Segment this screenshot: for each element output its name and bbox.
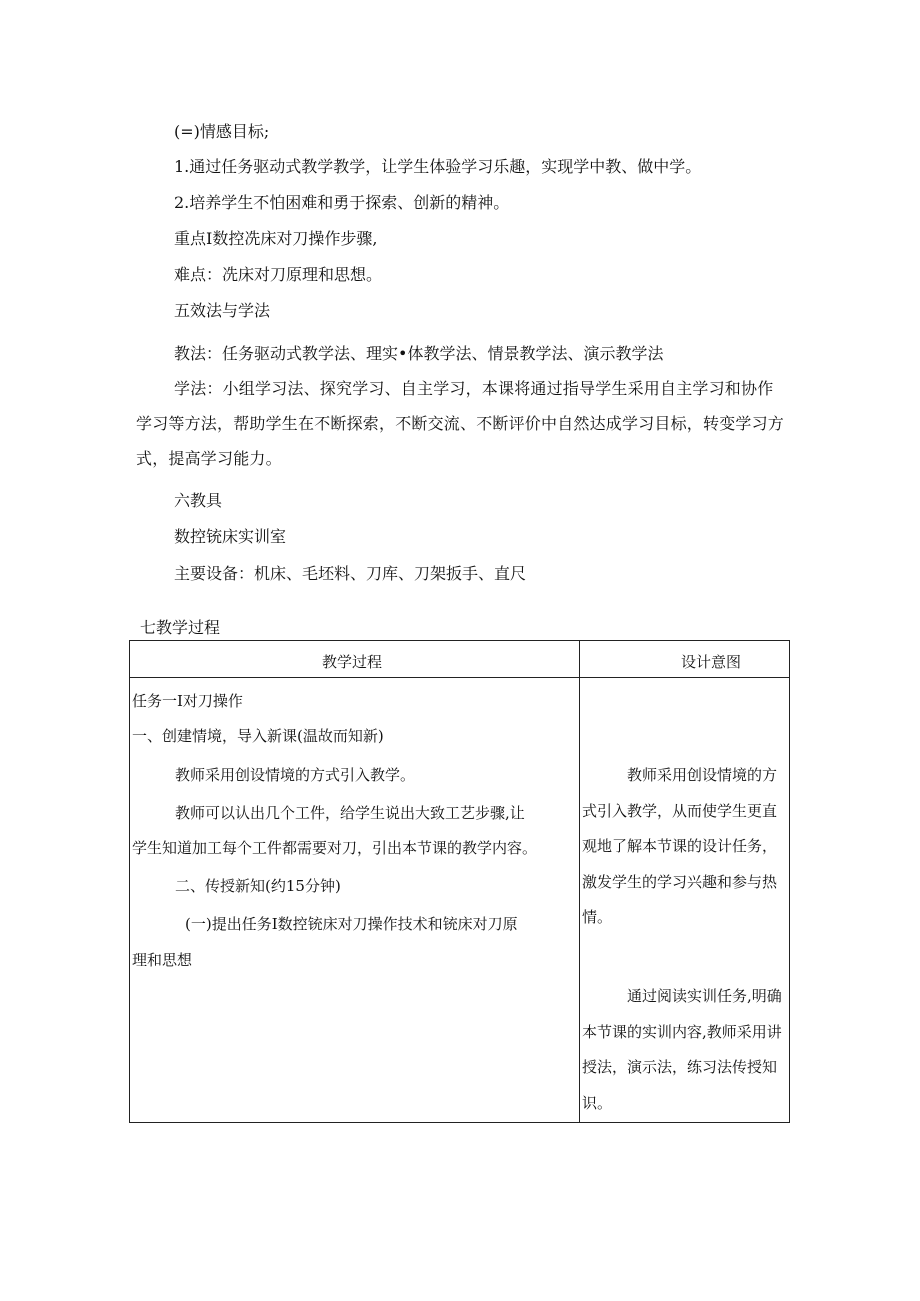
teaching-methods: 教法：任务驱动式教学法、理实•体教学法、情景教学法、演示教学法 xyxy=(174,344,664,363)
emotion-goal-item-2: 2.培养学生不怕困难和勇于探索、创新的精神。 xyxy=(174,193,510,212)
key-point: 重点I数控冼床对刀操作步骤, xyxy=(174,229,378,248)
table-column-divider xyxy=(579,641,580,1122)
process-line-new-knowledge: 二、传授新知(约15分钟) xyxy=(175,877,341,895)
design-intent-paragraph-2: 通过阅读实训任务,明确本节课的实训内容,教师采用讲授法，演示法，练习法传授知识。 xyxy=(582,987,782,1112)
header-teaching-process: 教学过程 xyxy=(322,653,383,671)
design-intent-paragraph-1: 教师采用创设情境的方式引入教学，从而使学生更直观地了解本节课的设计任务，激发学生的学习兴趣和参与热情。 xyxy=(582,766,778,926)
process-line-task-proposal: (一)提出任务I数控铳床对刀操作技术和铳床对刀原 xyxy=(185,915,518,933)
teaching-process-table xyxy=(129,640,790,1123)
emotion-goal-heading: (=)情感目标; xyxy=(174,122,270,141)
process-line-task-proposal-cont: 理和思想 xyxy=(132,951,193,969)
header-design-intent: 设计意图 xyxy=(681,653,742,671)
learning-methods: 学法：小组学习法、探究学习、自主学习，本课将通过指导学生采用自主学习和协作学习等方法，帮助学生在不断探索，不断交流、不断评价中自然达成学习目标，转变学习方式，提高学习能力。 xyxy=(136,379,785,468)
process-line-intro: 教师采用创设情境的方式引入教学。 xyxy=(175,766,416,784)
table-header-divider xyxy=(130,677,789,678)
process-line-workpieces-cont: 学生知道加工每个工件都需要对刀，引出本节课的教学内容。 xyxy=(132,839,538,857)
section-5-title: 五效法与学法 xyxy=(174,301,271,320)
section-6-title: 六教具 xyxy=(174,491,223,510)
section-7-title: 七教学过程 xyxy=(140,618,221,637)
process-line-task-1: 任务一I对刀操作 xyxy=(132,692,243,710)
lab-name: 数控铳床实训室 xyxy=(174,527,287,546)
process-line-workpieces: 教师可以认出几个工件，给学生说出大致工艺步骤,让 xyxy=(175,804,525,822)
difficulty: 难点：冼床对刀原理和思想。 xyxy=(174,265,383,284)
emotion-goal-item-1: 1.通过任务驱动式教学教学，让学生体验学习乐趣，实现学中教、做中学。 xyxy=(174,157,702,176)
process-line-create-context: 一、创建情境，导入新课(温故而知新) xyxy=(132,727,384,745)
equipment-list: 主要设备：机床、毛坯料、刀库、刀架扳手、直尺 xyxy=(174,564,527,583)
